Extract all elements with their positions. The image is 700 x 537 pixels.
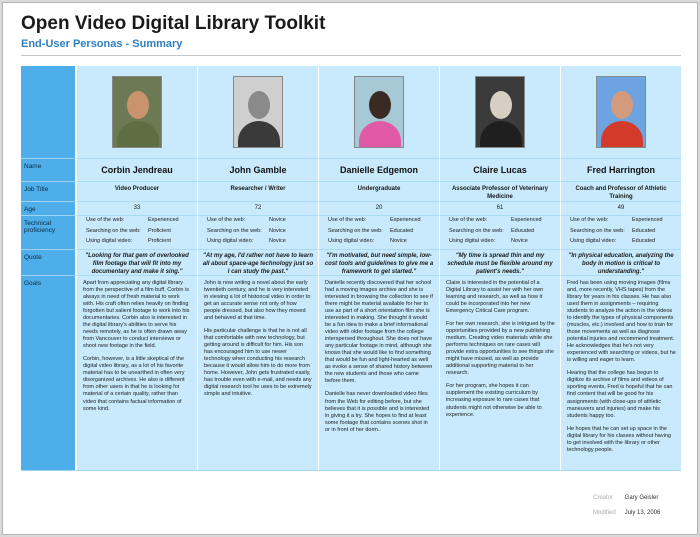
proficiency-value: Experienced — [148, 217, 179, 223]
proficiency-label: Searching on the web: — [86, 227, 141, 234]
persona-age: 20 — [318, 202, 439, 216]
proficiency-value: Experienced — [632, 217, 663, 223]
persona-photo-cell — [318, 66, 439, 159]
proficiency-value: Educated — [632, 227, 656, 234]
persona-proficiency — [76, 216, 197, 250]
persona-proficiency — [560, 216, 681, 250]
proficiency-label: Searching on the web: — [570, 227, 625, 234]
row-label-age: Age — [21, 202, 76, 216]
proficiency-value: Novice — [390, 238, 407, 245]
persona-name: Claire Lucas — [439, 159, 560, 182]
persona-photo — [233, 76, 283, 148]
row-label-quote: Quote — [21, 250, 76, 276]
persona-job-title: Undergraduate — [318, 182, 439, 202]
goals-paragraph: Corbin, however, is a little skeptical of the digital video library, as a lot of his favorite material has to be unearthed in often very disorganized archives. He also is different from other users in that he is looking for material of a certain quality, rather than video that contains factual information of some kind. — [83, 356, 185, 412]
persona-photo — [354, 76, 404, 148]
goals-paragraph: Apart from appreciating any digital library from the perspective of a film buff, Corbin is always in need of fresh material to work with. His craft often relies heavily on finding forgotten but salient footage to work into his documentaries. Corbin also is interested in the digital library's abilities to serve his needs remotely, as he is often drawn away from Vancouver to conduct interviews or shoot new footage in the field. — [83, 280, 190, 350]
persona-name: John Gamble — [197, 159, 318, 182]
persona-photo — [475, 76, 525, 148]
goals-paragraph: For her program, she hopes it can supplement the existing curriculum by increasing exposure to rare cases that students might not otherwise be able to experience. — [446, 383, 542, 418]
persona-goals — [318, 276, 439, 471]
creator-value: Gary Geisler — [624, 495, 659, 501]
row-label-job: Job Title — [21, 182, 76, 202]
page-subtitle: End-User Personas - Summary — [21, 38, 183, 50]
row-label-name: Name — [21, 159, 76, 182]
persona-quote: "My time is spread thin and my schedule must be flexible around my patient's needs." — [439, 250, 560, 276]
persona-photo — [112, 76, 162, 148]
persona-goals — [439, 276, 560, 471]
persona-goals — [197, 276, 318, 471]
persona-photo-cell — [197, 66, 318, 159]
proficiency-label: Using digital video: — [570, 238, 617, 245]
proficiency-label: Using digital video: — [207, 238, 254, 245]
header-divider — [21, 55, 681, 56]
page-frame — [2, 2, 698, 535]
goals-paragraph: His particular challenge is that he is not all that comfortable with new technology, but getting around is difficult for him. His son has encouraged him to use newer technology when conducting his research because it would allow him to do more from home. However, John gets frustrated easily, has trouble even with e-mail, and needs any digital research tool he uses to be extremely simple and intuitive. — [204, 328, 312, 398]
proficiency-label: Searching on the web: — [328, 227, 383, 234]
persona-age: 33 — [76, 202, 197, 216]
proficiency-label: Searching on the web: — [207, 227, 262, 234]
persona-proficiency — [318, 216, 439, 250]
goals-paragraph: Hearing that the college has begun to digitize its archive of films and videos of sporting events, Fred is hopeful that he can find content that will be good for his assignments (with close-ups of athletic maneuvers and injuries) and make his students happy too. — [567, 370, 673, 419]
row-label-proficiency: Technical proficiency — [21, 216, 76, 250]
persona-name: Danielle Edgemon — [318, 159, 439, 182]
persona-photo-cell — [560, 66, 681, 159]
goals-paragraph: Danielle recently discovered that her school had a moving images archive and she is interested in browsing the collection to see if there might be material available for her to use as part of a short orientation film she is interested in making. She thought it would be a fun idea to make a brief informational video with older footage from the college interspersed throughout. She does not have any particular footage in mind, although she knows that she would like to find something that would be fun and light-hearted as well as evoke a sense of shared history between the new students and those who came before them. — [325, 280, 433, 385]
proficiency-value: Educated — [511, 227, 535, 234]
persona-photo-cell — [439, 66, 560, 159]
persona-age: 49 — [560, 202, 681, 216]
proficiency-label: Use of the web: — [207, 217, 246, 223]
goals-paragraph: Fred has been using moving images (films and, more recently, VHS tapes) from the library for years in his classes. He has also used them in assignments – requiring students to analyze the action in the videos to identify the types of physical components (muscles, etc.) involved and how to train for those movements as well as diagnose potential injuries and recommend treatment. He acknowledges that he's not very experienced with searching or videos, but he is willing and eager to learn. — [567, 280, 676, 364]
proficiency-value: Educated — [390, 227, 414, 234]
persona-name: Fred Harrington — [560, 159, 681, 182]
persona-age: 61 — [439, 202, 560, 216]
proficiency-label: Using digital video: — [449, 238, 496, 245]
proficiency-value: Experienced — [390, 217, 421, 223]
persona-quote: "At my age, I'd rather not have to learn all about space-age technology just so I can study the past." — [197, 250, 318, 276]
proficiency-value: Novice — [269, 227, 286, 234]
page-title: Open Video Digital Library Toolkit — [21, 13, 326, 34]
modified-label: Modified — [593, 510, 616, 516]
modified-value: July 13, 2006 — [624, 510, 661, 516]
persona-proficiency — [439, 216, 560, 250]
proficiency-label: Use of the web: — [328, 217, 367, 223]
proficiency-value: Experienced — [511, 217, 542, 223]
goals-paragraph: Danielle has never downloaded video files from the Web for editing before, but she believes that it is possible and is interested in giving it a try. She hopes to find at least some footage that contains scenes shot in or in front of her dorm.. — [325, 391, 430, 433]
goals-paragraph: John is now writing a novel about the early twentieth century, and he is very interested in viewing a lot of historical video in order to get an accurate sense not only of how people dressed, but also how they moved and behaved at that time. — [204, 280, 311, 322]
proficiency-label: Use of the web: — [449, 217, 488, 223]
proficiency-value: Proficient — [148, 227, 171, 234]
goals-paragraph: For her own research, she is intrigued by the opportunities provided by a new publishing medium. Creating video materials while she performs techniques on rare cases will provide extra opportunities to see things she might have missed, as well as provide additional supporting material to her research. — [446, 321, 555, 377]
persona-photo-cell — [76, 66, 197, 159]
proficiency-value: Novice — [511, 238, 528, 245]
persona-goals — [560, 276, 681, 471]
persona-name: Corbin Jendreau — [76, 159, 197, 182]
persona-quote: "Looking for that gem of overlooked film footage that will fit into my documentary and make it sing." — [76, 250, 197, 276]
persona-photo — [596, 76, 646, 148]
creator-meta — [593, 495, 658, 501]
proficiency-value: Educated — [632, 238, 656, 245]
persona-quote: "In physical education, analyzing the body in motion is critical to understanding." — [560, 250, 681, 276]
creator-label: Creator — [593, 495, 614, 501]
proficiency-label: Use of the web: — [570, 217, 609, 223]
photo-row-label — [21, 66, 76, 159]
proficiency-label: Searching on the web: — [449, 227, 504, 234]
proficiency-value: Proficient — [148, 238, 171, 245]
goals-paragraph: He hopes that he can set up space in the digital library for his classes without having to get involved with the library or other technology people. — [567, 425, 671, 453]
persona-job-title: Video Producer — [76, 182, 197, 202]
proficiency-value: Novice — [269, 238, 286, 245]
proficiency-label: Using digital video: — [328, 238, 375, 245]
row-label-goals: Goals — [21, 276, 76, 471]
goals-paragraph: Claire is interested in the potential of a Digital Library to assist her with her own learning and research, as well as how it could be incorporated into her new Emergency Critical Care program. — [446, 280, 544, 315]
modified-meta — [593, 510, 660, 516]
persona-table — [21, 66, 681, 488]
proficiency-label: Using digital video: — [86, 238, 133, 245]
proficiency-value: Novice — [269, 217, 286, 223]
persona-goals — [76, 276, 197, 471]
persona-job-title: Associate Professor of Veterinary Medicine — [439, 182, 560, 202]
persona-job-title: Coach and Professor of Athletic Training — [560, 182, 681, 202]
persona-proficiency — [197, 216, 318, 250]
proficiency-label: Use of the web: — [86, 217, 125, 223]
persona-job-title: Researcher / Writer — [197, 182, 318, 202]
persona-age: 72 — [197, 202, 318, 216]
persona-quote: "I'm motivated, but need simple, low-cost tools and guidelines to give me a framework to get started." — [318, 250, 439, 276]
